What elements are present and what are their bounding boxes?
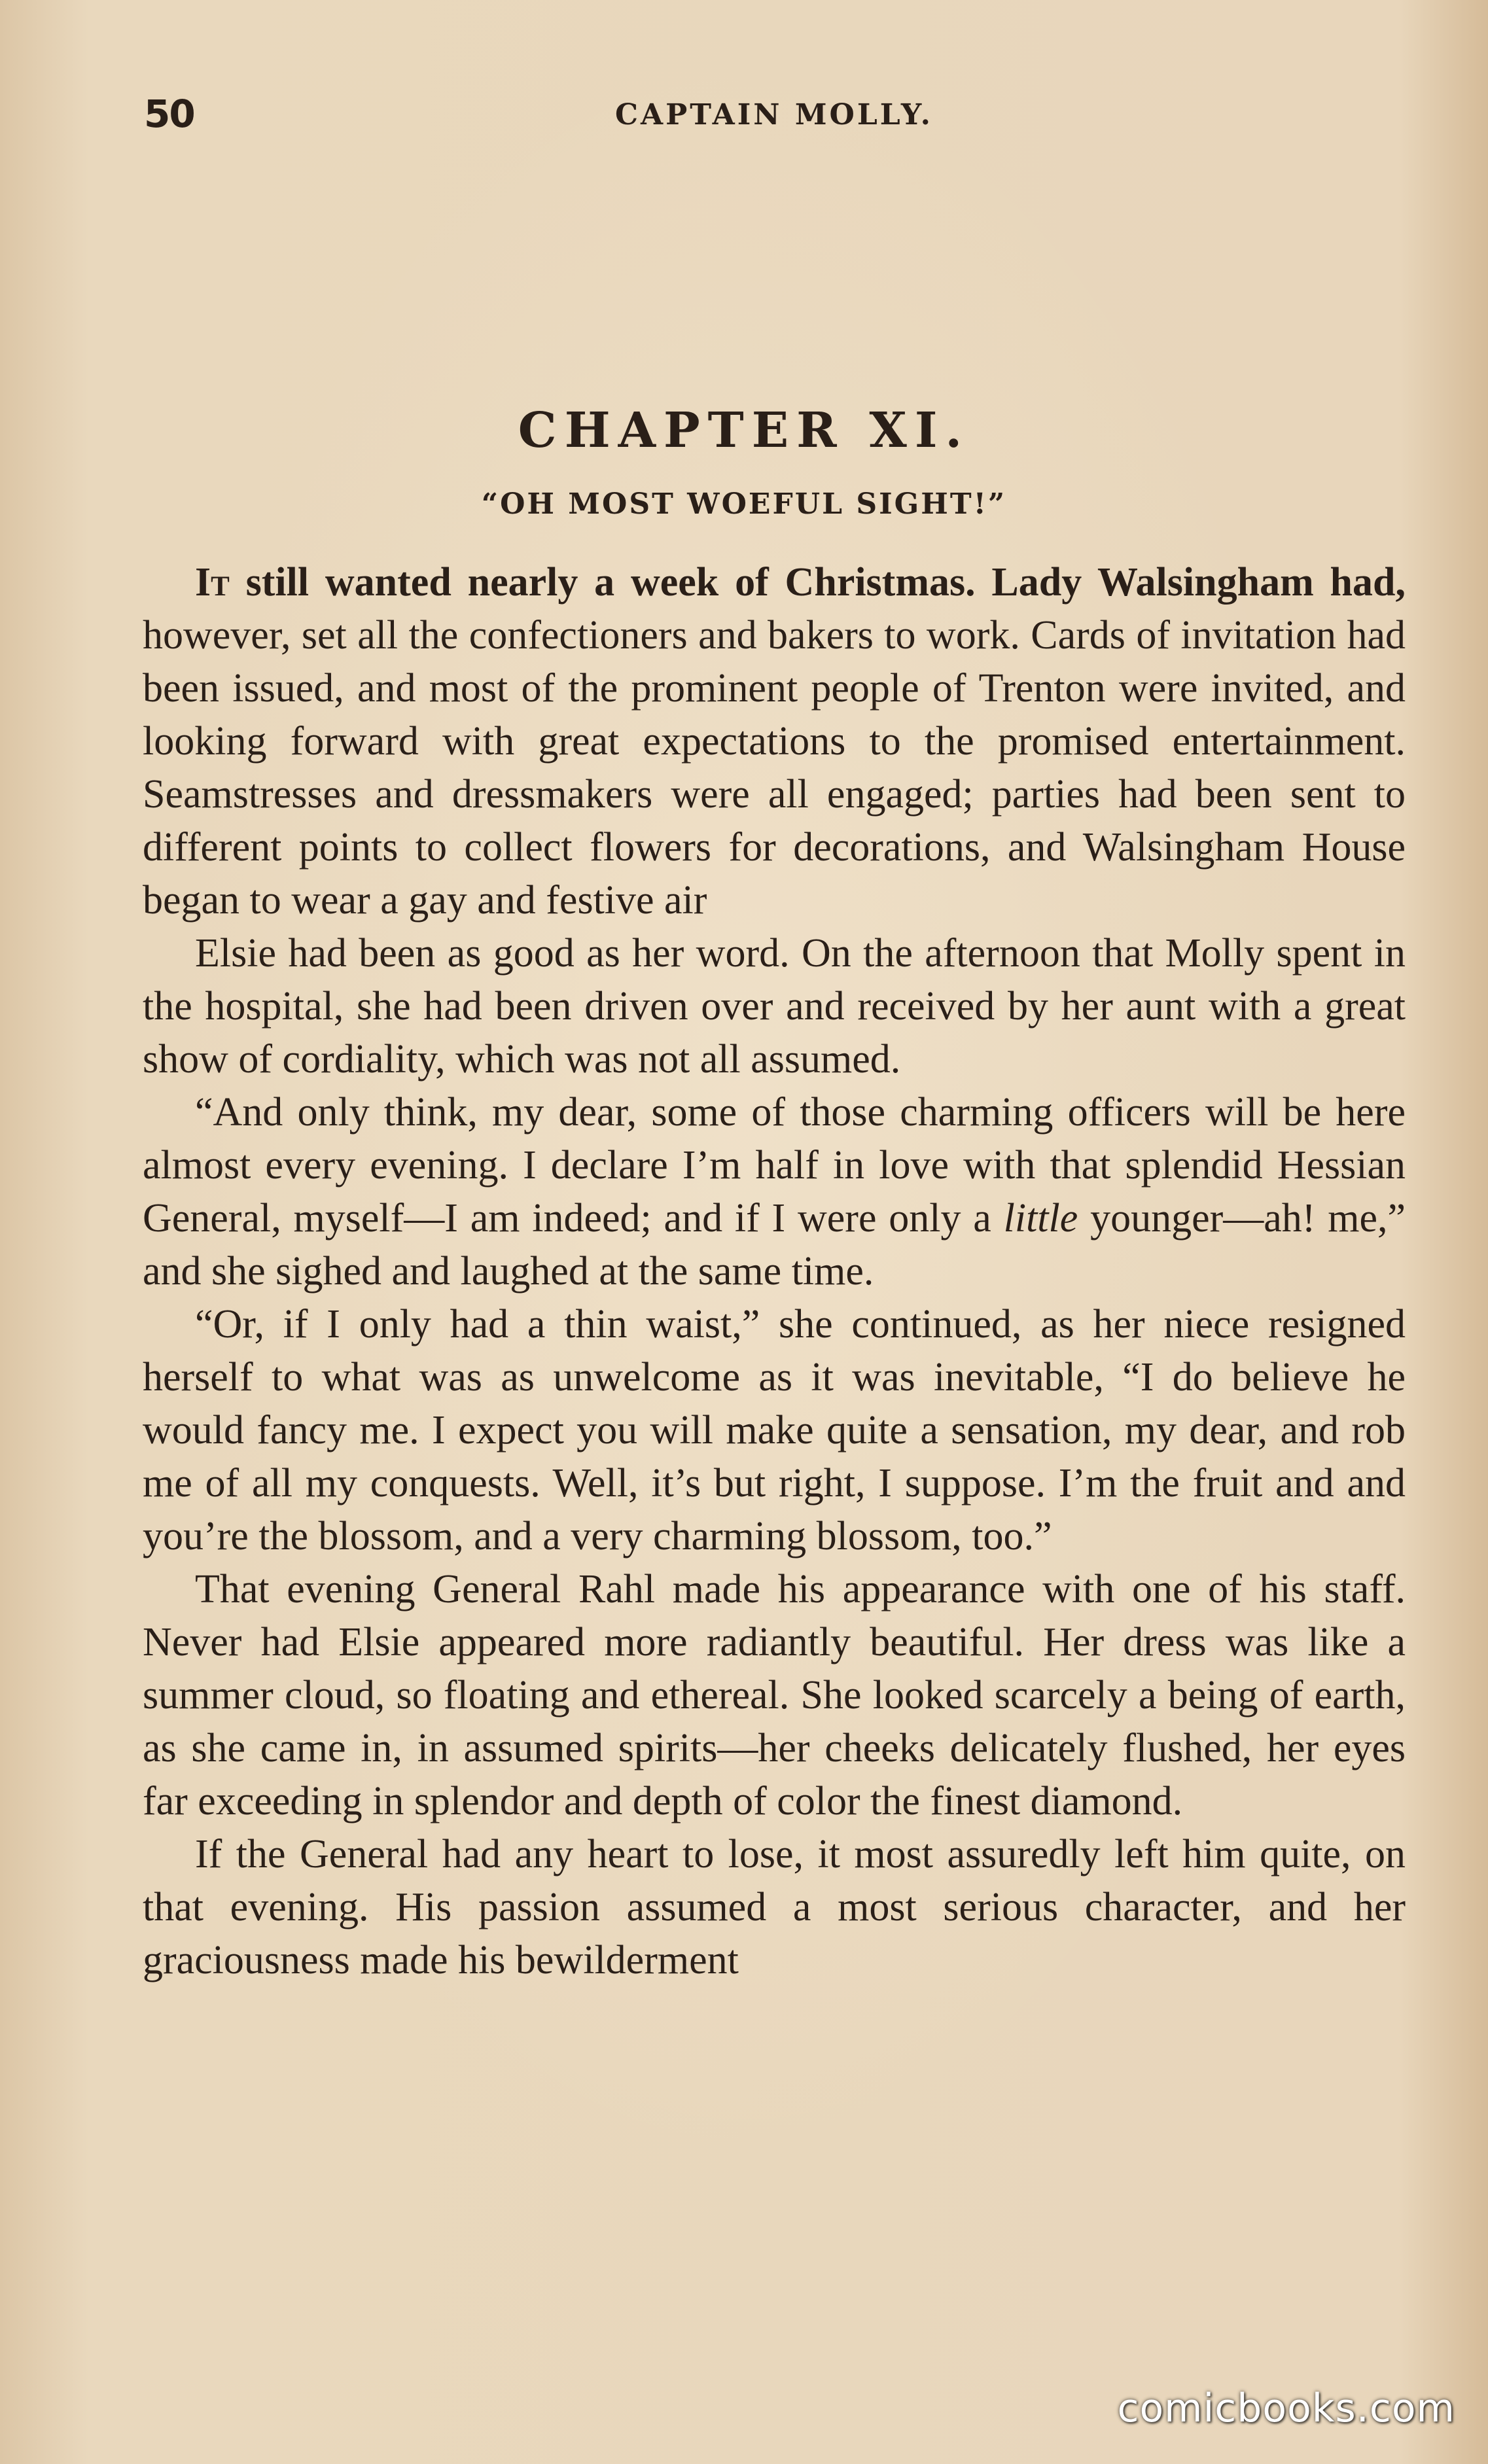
paragraph-text: “And only think, my dear, some of those charming officers will be here almost every evening. I declare I’m half in love with that splendid Hessian General, myself—I am indeed; and if I were only a (143, 1090, 1406, 1241)
paragraph-5: That evening General Rahl made his appearance with one of his staff. Never had Elsie appeared more radiantly beautiful. Her dress was like a summer cloud, so floating and ethereal. She looked scarcely a being of earth, as she came in, in assumed spirits—her cheeks delicately flushed, her eyes far exceeding in splendor and depth of color the finest diamond. (143, 1567, 1406, 1823)
page-header (144, 92, 1361, 137)
emphasis-text: little (1003, 1196, 1078, 1241)
chapter-subtitle: “OH MOST WOEFUL SIGHT!” (481, 487, 1007, 521)
body-text (143, 556, 1406, 1987)
paragraph-text: still wanted nearly a week of Christmas. Lady Walsingham had, however, set all the confectioners and bakers to work. Cards of invitation had been issued, and most of the prominent people of Trenton were invited, and looking forward with great expectations to the promised entertainment. Seamstresses and dressmakers were all engaged; parties had been sent to different points to collect flowers for decorations, and Walsingham House began to wear a gay and festive air (143, 560, 1406, 923)
paragraph-4: “Or, if I only had a thin waist,” she continued, as her niece resigned herself to what was as unwelcome as it was inevitable, “I do believe he would fancy me. I expect you will make quite a sensation, my dear, and rob me of all my conquests. Well, it’s but right, I suppose. I’m the fruit and and you’re the blossom, and a very charming blossom, too.” (143, 1302, 1406, 1558)
watermark: comicbooks.com (1117, 2385, 1455, 2431)
running-head: CAPTAIN MOLLY. (615, 98, 933, 132)
paragraph-1 (143, 556, 1406, 927)
paragraph-2: Elsie had been as good as her word. On the afternoon that Molly spent in the hospital, she had been driven over and received by her aunt with a great show of cordiality, which was not all assumed. (143, 931, 1406, 1082)
paragraph-lead-word: It (195, 560, 230, 605)
paragraph-3 (143, 1086, 1406, 1298)
paragraph-text: younger—ah! me,” and she sighed and laughed at the same time. (143, 1196, 1406, 1294)
chapter-title: CHAPTER XI. (518, 402, 970, 459)
page-number: 50 (144, 92, 194, 136)
paragraph-6: If the General had any heart to lose, it most assuredly left him quite, on that evening. His passion assumed a most serious character, and her graciousness made his bewilderment (143, 1832, 1406, 1982)
